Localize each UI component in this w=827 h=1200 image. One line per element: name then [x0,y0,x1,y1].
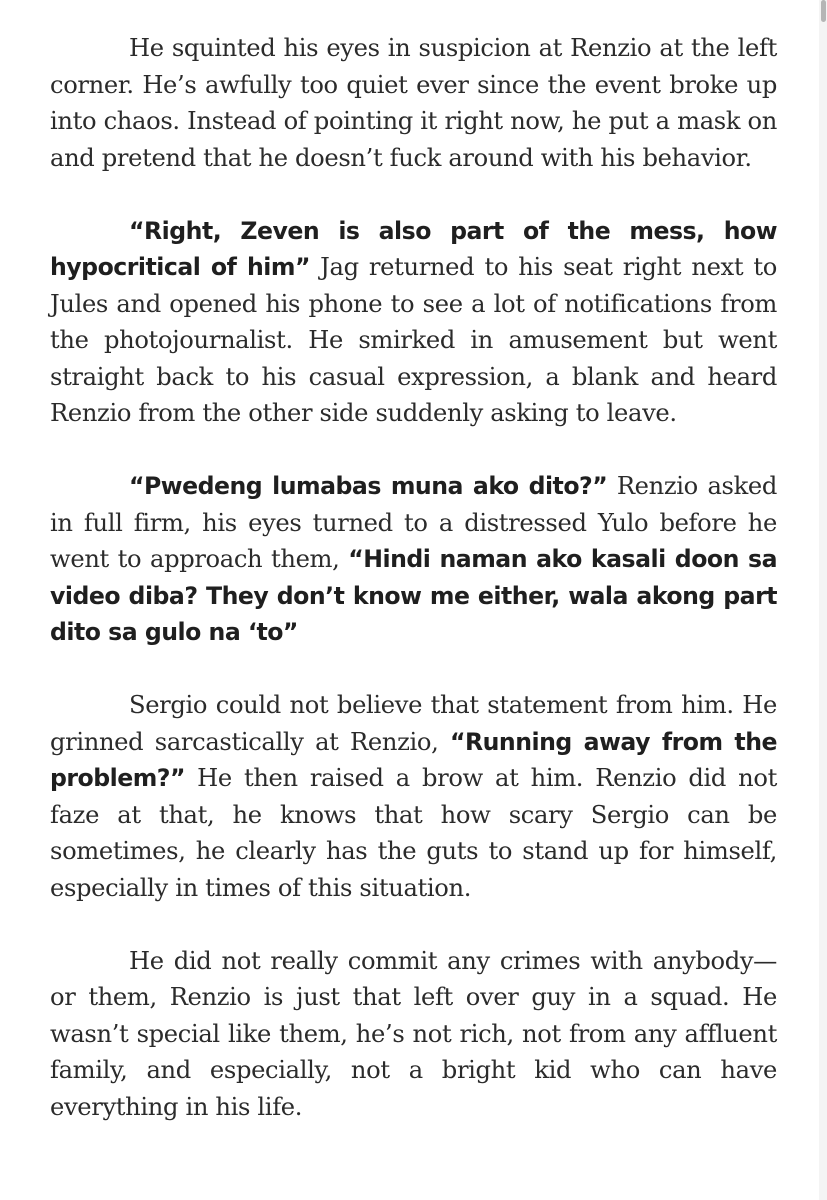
narration-text: Renzio asked in full firm, his eyes turned to a distressed Yulo before he went to approach them, [50,472,777,573]
paragraph-5 [50,943,777,1126]
dialogue-text: “Pwedeng lumabas muna ako dito?” [129,472,608,500]
dialogue-text: “Right, Zeven is also part of the mess, how hypocritical of him” [50,216,777,281]
paragraph-2 [50,213,777,432]
narration-text: He did not really commit any crimes with anybody—or them, Renzio is just that left over guy in a squad. He wasn’t special like them, he’s not rich, not from any affluent family, and especially, not a bright kid who can have everything in his life. [50,946,777,1121]
scrollbar-thumb[interactable] [821,0,826,22]
dialogue-text: “Hindi naman ako kasali doon sa video diba? They don’t know me either, wala akong part dito sa gulo na ‘to” [50,545,777,646]
narration-text: He squinted his eyes in suspicion at Renzio at the left corner. He’s awfully too quiet ever since the event broke up into chaos. Instead of pointing it right now, he put a mask on and pretend that he doesn’t fuck around with his behavior. [50,34,777,172]
paragraph-4 [50,687,777,906]
scrollbar-track[interactable] [819,0,827,1200]
narration-text: He then raised a brow at him. Renzio did not faze at that, he knows that how scary Sergio can be sometimes, he clearly has the guts to stand up for himself, especially in times of this situation. [50,764,777,902]
paragraph-1 [50,30,777,176]
narration-text: Jag returned to his seat right next to Jules and opened his phone to see a lot of notifications from the photojournalist. He smirked in amusement but went straight back to his casual expression, a blank and heard Renzio from the other side suddenly asking to leave. [50,253,777,427]
dialogue-text: “Running away from the problem?” [50,727,777,792]
narration-text: Sergio could not believe that statement from him. He grinned sarcastically at Renzio, [50,691,777,756]
story-text [50,30,777,1125]
paragraph-3 [50,468,777,651]
